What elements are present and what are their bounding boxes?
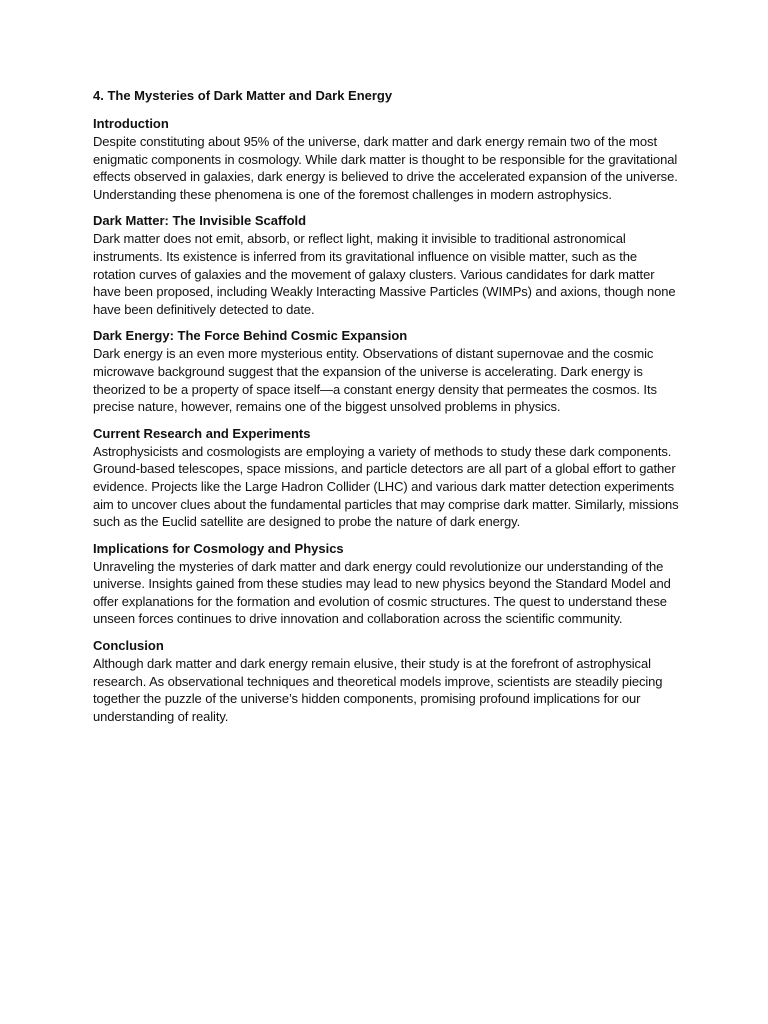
section-current-research [93,425,683,531]
section-heading: Current Research and Experiments [93,425,311,441]
section-heading: Implications for Cosmology and Physics [93,540,344,556]
section-dark-energy [93,327,683,415]
section-introduction [93,115,683,203]
section-heading: Introduction [93,116,169,131]
section-paragraph: Astrophysicists and cosmologists are employing a variety of methods to study these dark components. Ground-based telescopes, space missions, and particle detectors are all part of a global effort to gather evidence. Projects like the Large Hadron Collider (LHC) and various dark matter detection experiments aim to uncover clues about the fundamental particles that may comprise dark matter. Similarly, missions such as the Euclid satellite are designed to probe the nature of dark energy. [93,443,679,530]
section-paragraph: Despite constituting about 95% of the universe, dark matter and dark energy remain two of the most enigmatic components in cosmology. While dark matter is thought to be responsible for the gravitational effects observed in galaxies, dark energy is believed to drive the accelerated expansion of the universe. Understanding these phenomena is one of the foremost challenges in modern astrophysics. [93,134,678,202]
section-heading: Conclusion [93,638,164,654]
section-implications [93,540,683,628]
section-paragraph: Unraveling the mysteries of dark matter and dark energy could revolutionize our understanding of the universe. Insights gained from these studies may lead to new physics beyond the Standard Model and offer explanations for the formation and evolution of cosmic structures. The quest to understand these unseen forces continues to drive innovation and collaboration across the scientific community. [93,558,671,627]
section-paragraph: Dark matter does not emit, absorb, or reflect light, making it invisible to traditional astronomical instruments. Its existence is inferred from its gravitational influence on visible matter, such as the rotation curves of galaxies and the movement of galaxy clusters. Various candidates for dark matter have been proposed, including Weakly Interacting Massive Particles (WIMPs) and axions, though none have been definitively detected to date. [93,231,676,317]
document-title: 4. The Mysteries of Dark Matter and Dark Energy [93,88,393,103]
section-heading: Dark Energy: The Force Behind Cosmic Expansion [93,328,408,344]
section-paragraph: Although dark matter and dark energy remain elusive, their study is at the forefront of astrophysical research. As observational techniques and theoretical models improve, scientists are steadily piecing together the puzzle of the universe’s hidden components, promising profound implications for our understanding of reality. [93,656,663,724]
section-conclusion [93,637,683,725]
section-heading: Dark Matter: The Invisible Scaffold [93,213,307,229]
document-page [93,87,683,734]
section-paragraph: Dark energy is an even more mysterious entity. Observations of distant supernovae and the cosmic microwave background suggest that the expansion of the universe is accelerating. Dark energy is theorized to be a property of space itself—a constant energy density that permeates the cosmos. Its precise nature, however, remains one of the biggest unsolved problems in physics. [93,346,657,415]
section-dark-matter [93,212,683,318]
